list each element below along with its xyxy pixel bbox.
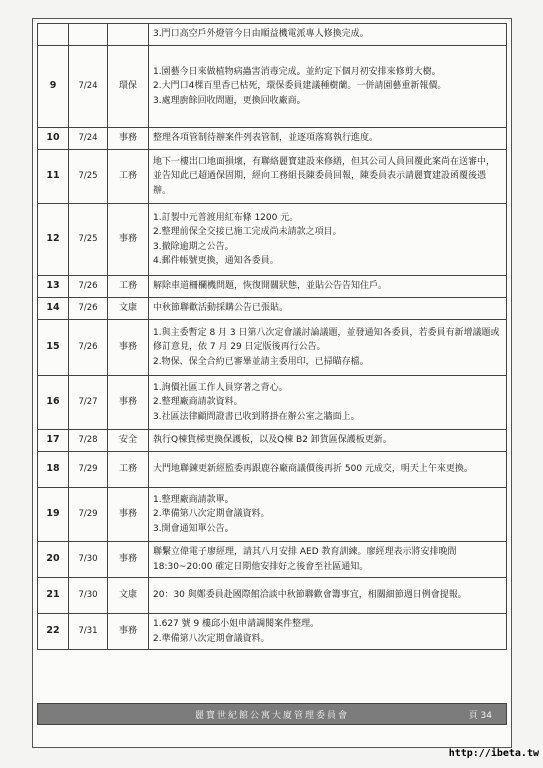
content-line: 2.準備第八次定期會議資料。 — [153, 509, 270, 520]
table-row — [38, 452, 507, 488]
row-date: 7/28 — [69, 430, 108, 452]
row-date: 7/30 — [69, 578, 108, 614]
row-date — [69, 24, 108, 46]
table-row — [38, 298, 507, 320]
table-row — [38, 320, 507, 376]
row-content — [149, 452, 507, 488]
row-content — [149, 204, 507, 276]
row-number: 15 — [38, 320, 69, 376]
row-number: 13 — [38, 276, 69, 298]
row-number: 12 — [38, 204, 69, 276]
row-content — [149, 542, 507, 578]
row-category: 文康 — [108, 578, 149, 614]
content-line: 地下一樓出口地面損壞，有聯絡麗寶建設來修繕，但其公司人員回覆此案尚在送審中，並告知此已超過保固期，經向工務組長陳委員回報，陳委員表示請麗寶建設函覆後憑辦。 — [153, 156, 496, 196]
content-line: 20：30 與鄭委員赴國際館洽談中秋節聯歡會籌事宜，相關細節週日例會提報。 — [153, 590, 467, 601]
row-content — [149, 320, 507, 376]
row-category — [108, 24, 149, 46]
row-number: 20 — [38, 542, 69, 578]
row-date: 7/26 — [69, 298, 108, 320]
work-log-table — [37, 23, 507, 650]
content-line: 解除車道柵欄機問題，恢復開關狀態，並貼公告告知住戶。 — [153, 281, 388, 292]
content-line: 2.準備第八次定期會議資料。 — [153, 633, 270, 644]
content-line: 1.詢價社區工作人員穿著之背心。 — [153, 382, 288, 393]
row-date: 7/24 — [69, 46, 108, 128]
table-row — [38, 24, 507, 46]
content-line: 大門地聯鍊更新經監委再跟鹿谷廠商議價後再折 500 元成交，明天上午來更換。 — [153, 464, 473, 475]
row-content — [149, 376, 507, 430]
content-line: 聯繫立偉電子廖經理，請其八月安排 AED 教育訓練。廖經理表示將安排晚間 18:30~20:00 確定日期他安排好之後會至社區通知。 — [153, 547, 457, 572]
page-number: 頁 34 — [468, 711, 492, 721]
row-date: 7/31 — [69, 614, 108, 650]
row-category: 工務 — [108, 276, 149, 298]
row-number: 16 — [38, 376, 69, 430]
row-number: 9 — [38, 46, 69, 128]
content-line: 3.開會通知單公告。 — [153, 523, 234, 534]
table-row — [38, 614, 507, 650]
content-line: 3.處理廚餘回收問題，更換回收廠商。 — [153, 95, 306, 106]
row-date: 7/26 — [69, 276, 108, 298]
row-category: 事務 — [108, 128, 149, 150]
row-category: 事務 — [108, 488, 149, 542]
row-number: 11 — [38, 150, 69, 204]
row-category: 事務 — [108, 204, 149, 276]
content-line: 3.社區法律顧問證書已收到將掛在辦公室之牆面上。 — [153, 411, 360, 422]
row-content — [149, 150, 507, 204]
row-content — [149, 276, 507, 298]
table-row — [38, 430, 507, 452]
row-content — [149, 46, 507, 128]
content-line: 執行Q棟貨梯更換保護板，以及Q棟 B2 卸貨區保護板更新。 — [153, 435, 392, 446]
content-line: 1.訂製中元普渡用紅布條 1200 元。 — [153, 212, 299, 223]
content-line: 1.整理廠商請款單。 — [153, 494, 234, 505]
table-row — [38, 376, 507, 430]
row-content — [149, 614, 507, 650]
row-date: 7/25 — [69, 150, 108, 204]
row-number: 22 — [38, 614, 69, 650]
row-date: 7/29 — [69, 488, 108, 542]
content-line: 中秋節聯歡活動採購公告已張貼。 — [153, 303, 289, 314]
row-number: 18 — [38, 452, 69, 488]
row-category: 安全 — [108, 430, 149, 452]
row-number: 19 — [38, 488, 69, 542]
document-page — [32, 18, 512, 748]
row-category: 事務 — [108, 542, 149, 578]
content-line: 3.撤除逾期之公告。 — [153, 241, 234, 252]
row-date: 7/29 — [69, 452, 108, 488]
row-date: 7/30 — [69, 542, 108, 578]
row-category: 事務 — [108, 614, 149, 650]
row-content — [149, 298, 507, 320]
content-line: 2.物保、保全合約已審畢並請主委用印，已掃瞄存檔。 — [153, 356, 369, 367]
table-row — [38, 128, 507, 150]
row-number: 10 — [38, 128, 69, 150]
table-row — [38, 150, 507, 204]
content-line: 1.園藝今日來做植物病蟲害消毒完成。並約定下個月初安排來修剪大樹。 — [153, 66, 441, 77]
content-line: 整理各項管制待辦案件列表管制，並逐項落寫執行進度。 — [153, 133, 379, 144]
row-content — [149, 430, 507, 452]
table-row — [38, 578, 507, 614]
table-row — [38, 46, 507, 128]
row-content — [149, 24, 507, 46]
row-number: 14 — [38, 298, 69, 320]
row-date: 7/26 — [69, 320, 108, 376]
row-category: 文康 — [108, 298, 149, 320]
committee-name: 麗寶世紀館公寓大廈管理委員會 — [194, 711, 349, 721]
content-line: 3.門口高空戶外燈管今日由順益機電派專人修換完成。 — [153, 29, 369, 40]
page-footer — [37, 703, 507, 725]
watermark-url: http://ibeta.tw — [448, 748, 539, 759]
content-line: 1.627 號 9 樓邱小姐申請調閱案件整理。 — [153, 619, 320, 629]
row-date: 7/25 — [69, 204, 108, 276]
row-category: 工務 — [108, 452, 149, 488]
row-number: 21 — [38, 578, 69, 614]
row-content — [149, 578, 507, 614]
table-row — [38, 488, 507, 542]
row-number: 17 — [38, 430, 69, 452]
content-line: 2.大門口4棵百里香已枯死，環保委員建議種樹蘭。一併請園藝重新報價。 — [153, 81, 447, 92]
row-category: 環保 — [108, 46, 149, 128]
row-content — [149, 128, 507, 150]
table-row — [38, 276, 507, 298]
content-line: 4.郵件帳號更換，通知各委員。 — [153, 256, 279, 266]
table-row — [38, 204, 507, 276]
content-line: 1.與主委暫定 8 月 3 日第八次定會議討論議題，並發通知各委員，若委員有新增議題或修訂意見，依 7 月 29 日定版後再行公告。 — [153, 327, 500, 353]
row-content — [149, 488, 507, 542]
row-date: 7/24 — [69, 128, 108, 150]
table-row — [38, 542, 507, 578]
row-category: 事務 — [108, 376, 149, 430]
content-line: 2.整理廠商請款資料。 — [153, 397, 243, 408]
row-category: 事務 — [108, 320, 149, 376]
row-number — [38, 24, 69, 46]
row-category: 工務 — [108, 150, 149, 204]
content-line: 2.整理前保全交接已施工完成尚未請款之項目。 — [153, 227, 342, 237]
row-date: 7/27 — [69, 376, 108, 430]
